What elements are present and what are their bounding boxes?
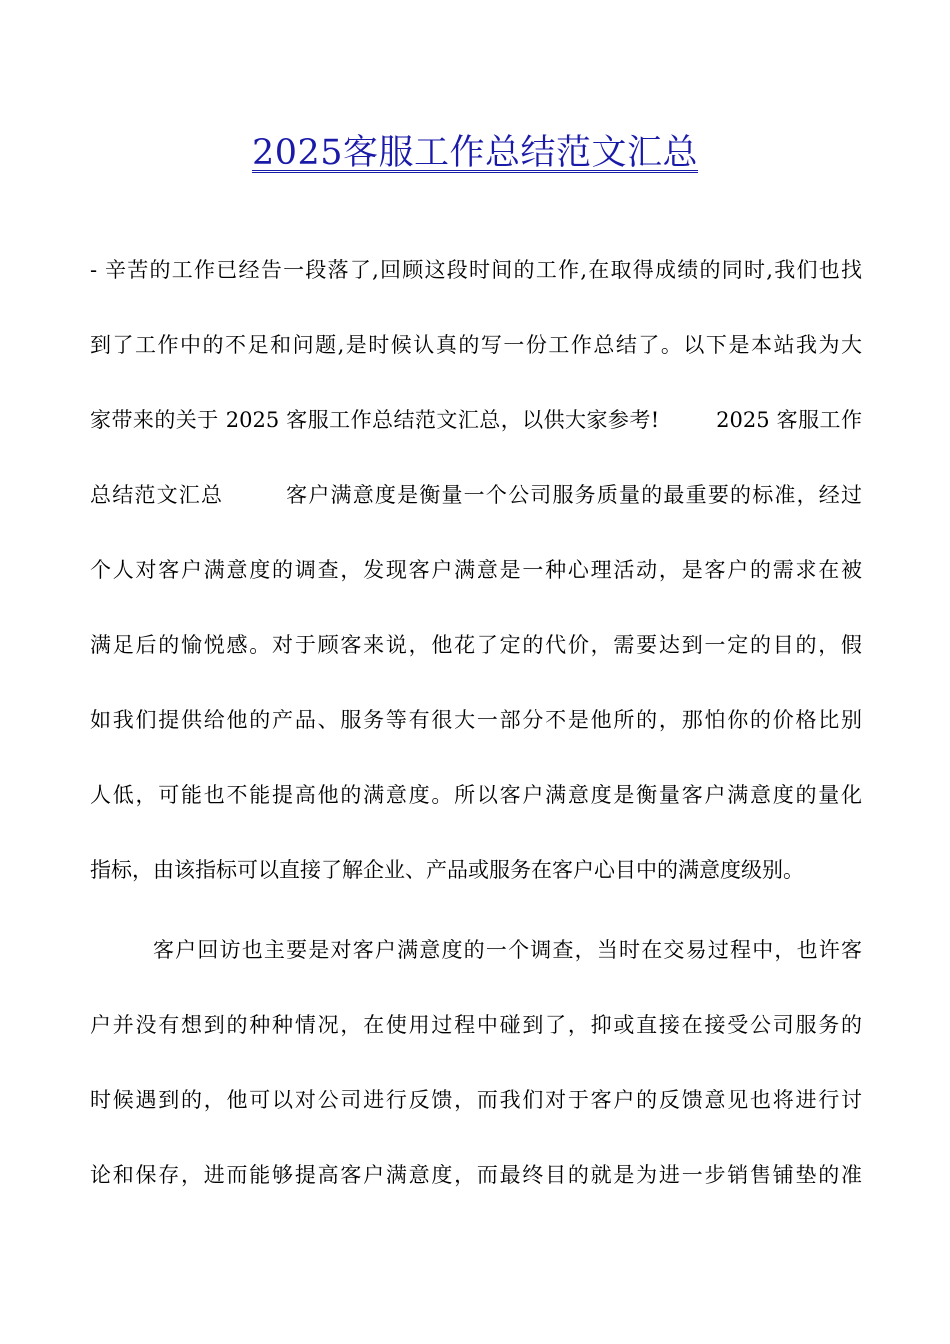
body-line: 满足后的愉悦感。对于顾客来说，他花了定的代价，需要达到一定的目的，假 xyxy=(90,633,862,657)
body-line: 指标，由该指标可以直接了解企业、产品或服务在客户心目中的满意度级别。 xyxy=(90,858,804,882)
body-line: - 辛苦的工作已经告一段落了,回顾这段时间的工作,在取得成绩的同时,我们也找 xyxy=(90,258,862,282)
body-line: 总结范文汇总 客户满意度是衡量一个公司服务质量的最重要的标准，经过 xyxy=(90,483,862,507)
document-title[interactable]: 2025客服工作总结范文汇总 xyxy=(251,133,699,173)
body-line: 到了工作中的不足和问题,是时候认真的写一份工作总结了。以下是本站我为大 xyxy=(90,333,862,357)
body-line: 时候遇到的，他可以对公司进行反馈，而我们对于客户的反馈意见也将进行讨 xyxy=(90,1088,862,1112)
body-line: 户并没有想到的种种情况，在使用过程中碰到了，抑或直接在接受公司服务的 xyxy=(90,1013,862,1037)
body-line: 论和保存，进而能够提高客户满意度，而最终目的就是为进一步销售铺垫的准 xyxy=(90,1163,862,1187)
body-line: 如我们提供给他的产品、服务等有很大一部分不是他所的，那怕你的价格比别 xyxy=(90,708,862,732)
body-line: 家带来的关于 2025 客服工作总结范文汇总，以供大家参考! 2025 客服工作 xyxy=(90,408,862,432)
body-line: 客户回访也主要是对客户满意度的一个调查，当时在交易过程中，也许客 xyxy=(90,938,862,962)
body-line: 个人对客户满意度的调查，发现客户满意是一种心理活动，是客户的需求在被 xyxy=(90,558,862,582)
body-line: 人低，可能也不能提高他的满意度。所以客户满意度是衡量客户满意度的量化 xyxy=(90,783,862,807)
